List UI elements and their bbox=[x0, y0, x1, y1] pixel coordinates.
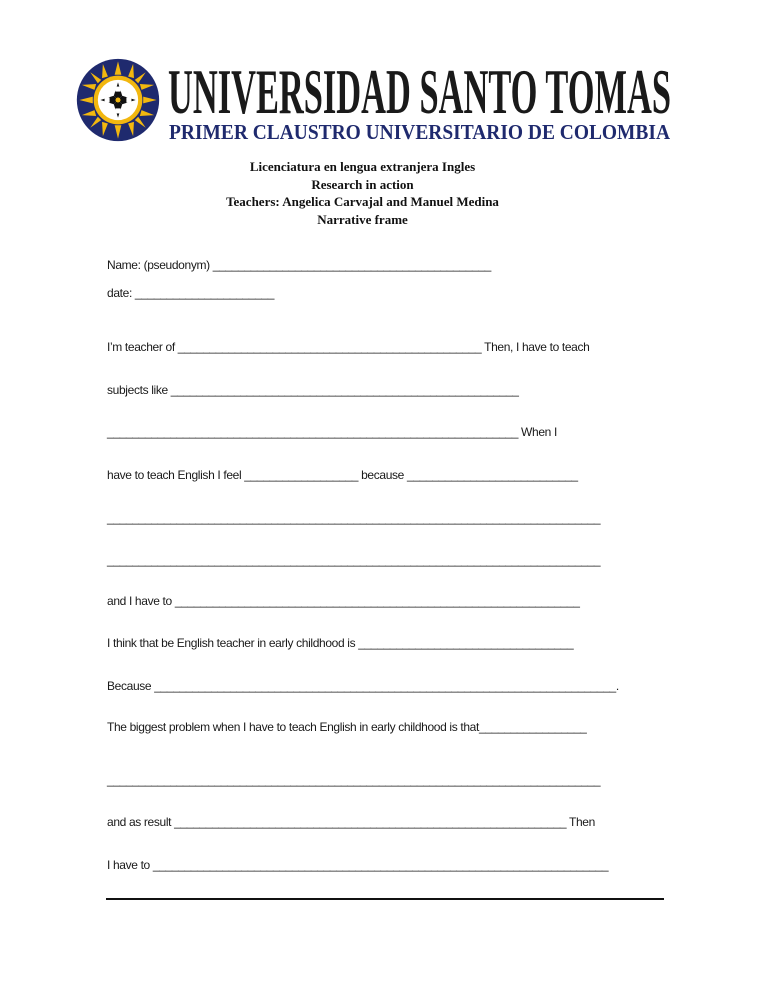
university-seal-icon bbox=[76, 58, 160, 142]
document-title-block bbox=[60, 158, 665, 228]
have-to-line: and I have to ________________________________________________________________ bbox=[107, 594, 580, 608]
feel-because-line: have to teach English I feel __________________ because ___________________________ bbox=[107, 468, 578, 482]
think-line: I think that be English teacher in early childhood is __________________________________ bbox=[107, 636, 574, 650]
blank-line: ______________________________________________________________________________ bbox=[107, 511, 601, 525]
subjects-continuation-line: _________________________________________________________________ When I bbox=[107, 425, 557, 439]
university-subtitle bbox=[168, 119, 673, 143]
bottom-rule bbox=[106, 898, 664, 900]
form-title: Narrative frame bbox=[317, 211, 408, 227]
have-to-final-line: I have to ________________________________________________________________________ bbox=[107, 858, 609, 872]
program-title: Licenciatura en lengua extranjera Ingles bbox=[249, 159, 476, 174]
teacher-of-line: I’m teacher of ________________________________________________ Then, I have to teach bbox=[107, 340, 590, 354]
university-name bbox=[168, 60, 673, 120]
svg-text:UNIVERSIDAD SANTO TOMAS: UNIVERSIDAD SANTO TOMAS bbox=[168, 60, 671, 120]
course-title: Research in action bbox=[311, 176, 414, 192]
blank-line: ______________________________________________________________________________ bbox=[107, 553, 601, 567]
subjects-line: subjects like _______________________________________________________ bbox=[107, 383, 519, 397]
name-field-line: Name: (pseudonym) ____________________________________________ bbox=[107, 258, 491, 272]
biggest-problem-line: The biggest problem when I have to teach English in early childhood is that_________________ bbox=[107, 720, 587, 734]
date-field-line: date: ______________________ bbox=[107, 286, 275, 300]
teachers-line: Teachers: Angelica Carvajal and Manuel Medina bbox=[226, 194, 499, 209]
svg-text:PRIMER CLAUSTRO UNIVERSITARIO: PRIMER CLAUSTRO UNIVERSITARIO DE COLOMBIA bbox=[169, 120, 671, 143]
because-line: Because _________________________________________________________________________. bbox=[107, 679, 619, 693]
blank-line: ______________________________________________________________________________ bbox=[107, 773, 601, 787]
as-result-line: and as result ______________________________________________________________ Then bbox=[107, 815, 595, 829]
